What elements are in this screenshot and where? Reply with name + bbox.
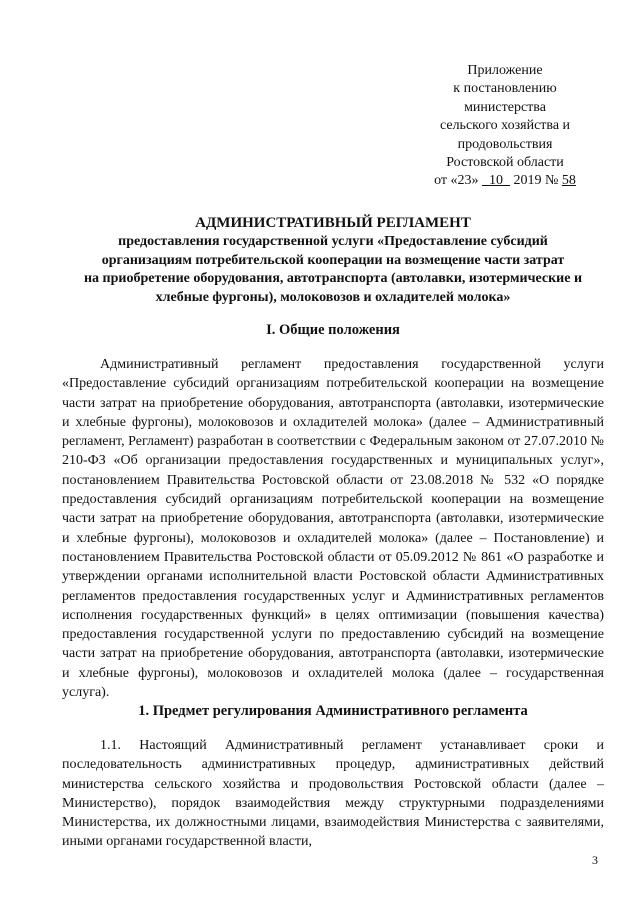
title-line: на приобретение оборудования, автотранспорта (автолавки, изотермические и (83, 271, 583, 287)
title-line: организациям потребительской кооперации на возмещение части затрат (101, 252, 565, 268)
annex-block (410, 62, 600, 191)
annex-month: 10 (489, 173, 504, 189)
annex-date-line (410, 172, 600, 190)
annex-date-prefix: от «23» (434, 173, 479, 189)
title-line: предоставления государственной услуги «Предоставление субсидий (118, 234, 548, 250)
paragraph-general: Административный регламент предоставления государственной услуги «Предоставление субсидий организациям потребительской кооперации на возмещение части затрат на приобретение оборудования, автотранспорта (автолавки, изотермические и хлебные фургоны), молоковозов и охладителей молока» (далее – Административный регламент, Регламент) разработан в соответствии с Федеральным законом от 27.07.2010 № 210-ФЗ «Об организации предоставления государственных и муниципальных услуг», постановлением Правительства Ростовской области от 23.08.2018 № 532 «О порядке предоставления субсидий организациям потребительской кооперации на возмещение части затрат на приобретение оборудования, автотранспорта (автолавки, изотермические и хлебные фургоны), молоковозов и охладителей молока» (далее – Постановление) и постановлением Правительства Ростовской области от 05.09.2012 № 861 «О разработке и утверждении органами исполнительной власти Ростовской области Административных регламентов предоставления государственных услуг и Административных регламентов исполнения государственных функций» в целях оптимизации (повышения качества) предоставления государственной услуги по предоставлению субсидий на возмещение части затрат на приобретение оборудования, автотранспорта (автолавки, изотермические и хлебные фургоны), молоковозов и охладителей молока (далее – государственная услуга). (62, 357, 604, 701)
document-title (62, 214, 604, 307)
annex-year-no: 2019 № (513, 173, 559, 189)
annex-number: 58 (561, 173, 576, 189)
annex-line: продовольствия (457, 136, 553, 152)
annex-line: Ростовской области (446, 155, 564, 171)
page-number: 3 (592, 853, 598, 867)
annex-line: министерства (464, 99, 546, 115)
annex-line: к постановлению (453, 81, 557, 97)
title-main: АДМИНИСТРАТИВНЫЙ РЕГЛАМЕНТ (195, 215, 471, 231)
section-heading-subject: 1. Предмет регулирования Административного регламента (138, 703, 528, 719)
section-heading-general: I. Общие положения (266, 322, 400, 338)
annex-line: сельского хозяйства и (439, 118, 571, 134)
title-line: хлебные фургоны), молоковозов и охладителей молока» (155, 289, 511, 305)
paragraph-1-1: 1.1. Настоящий Административный регламент устанавливает сроки и последовательность административных процедур, административных действий министерства сельского хозяйства и продовольствия Ростовской области (далее – Министерство), порядок взаимодействия между структурными подразделениями Министерства, их должностными лицами, взаимодействия Министерства с заявителями, иными органами государственной власти, (62, 738, 604, 850)
annex-line: Приложение (467, 63, 543, 78)
